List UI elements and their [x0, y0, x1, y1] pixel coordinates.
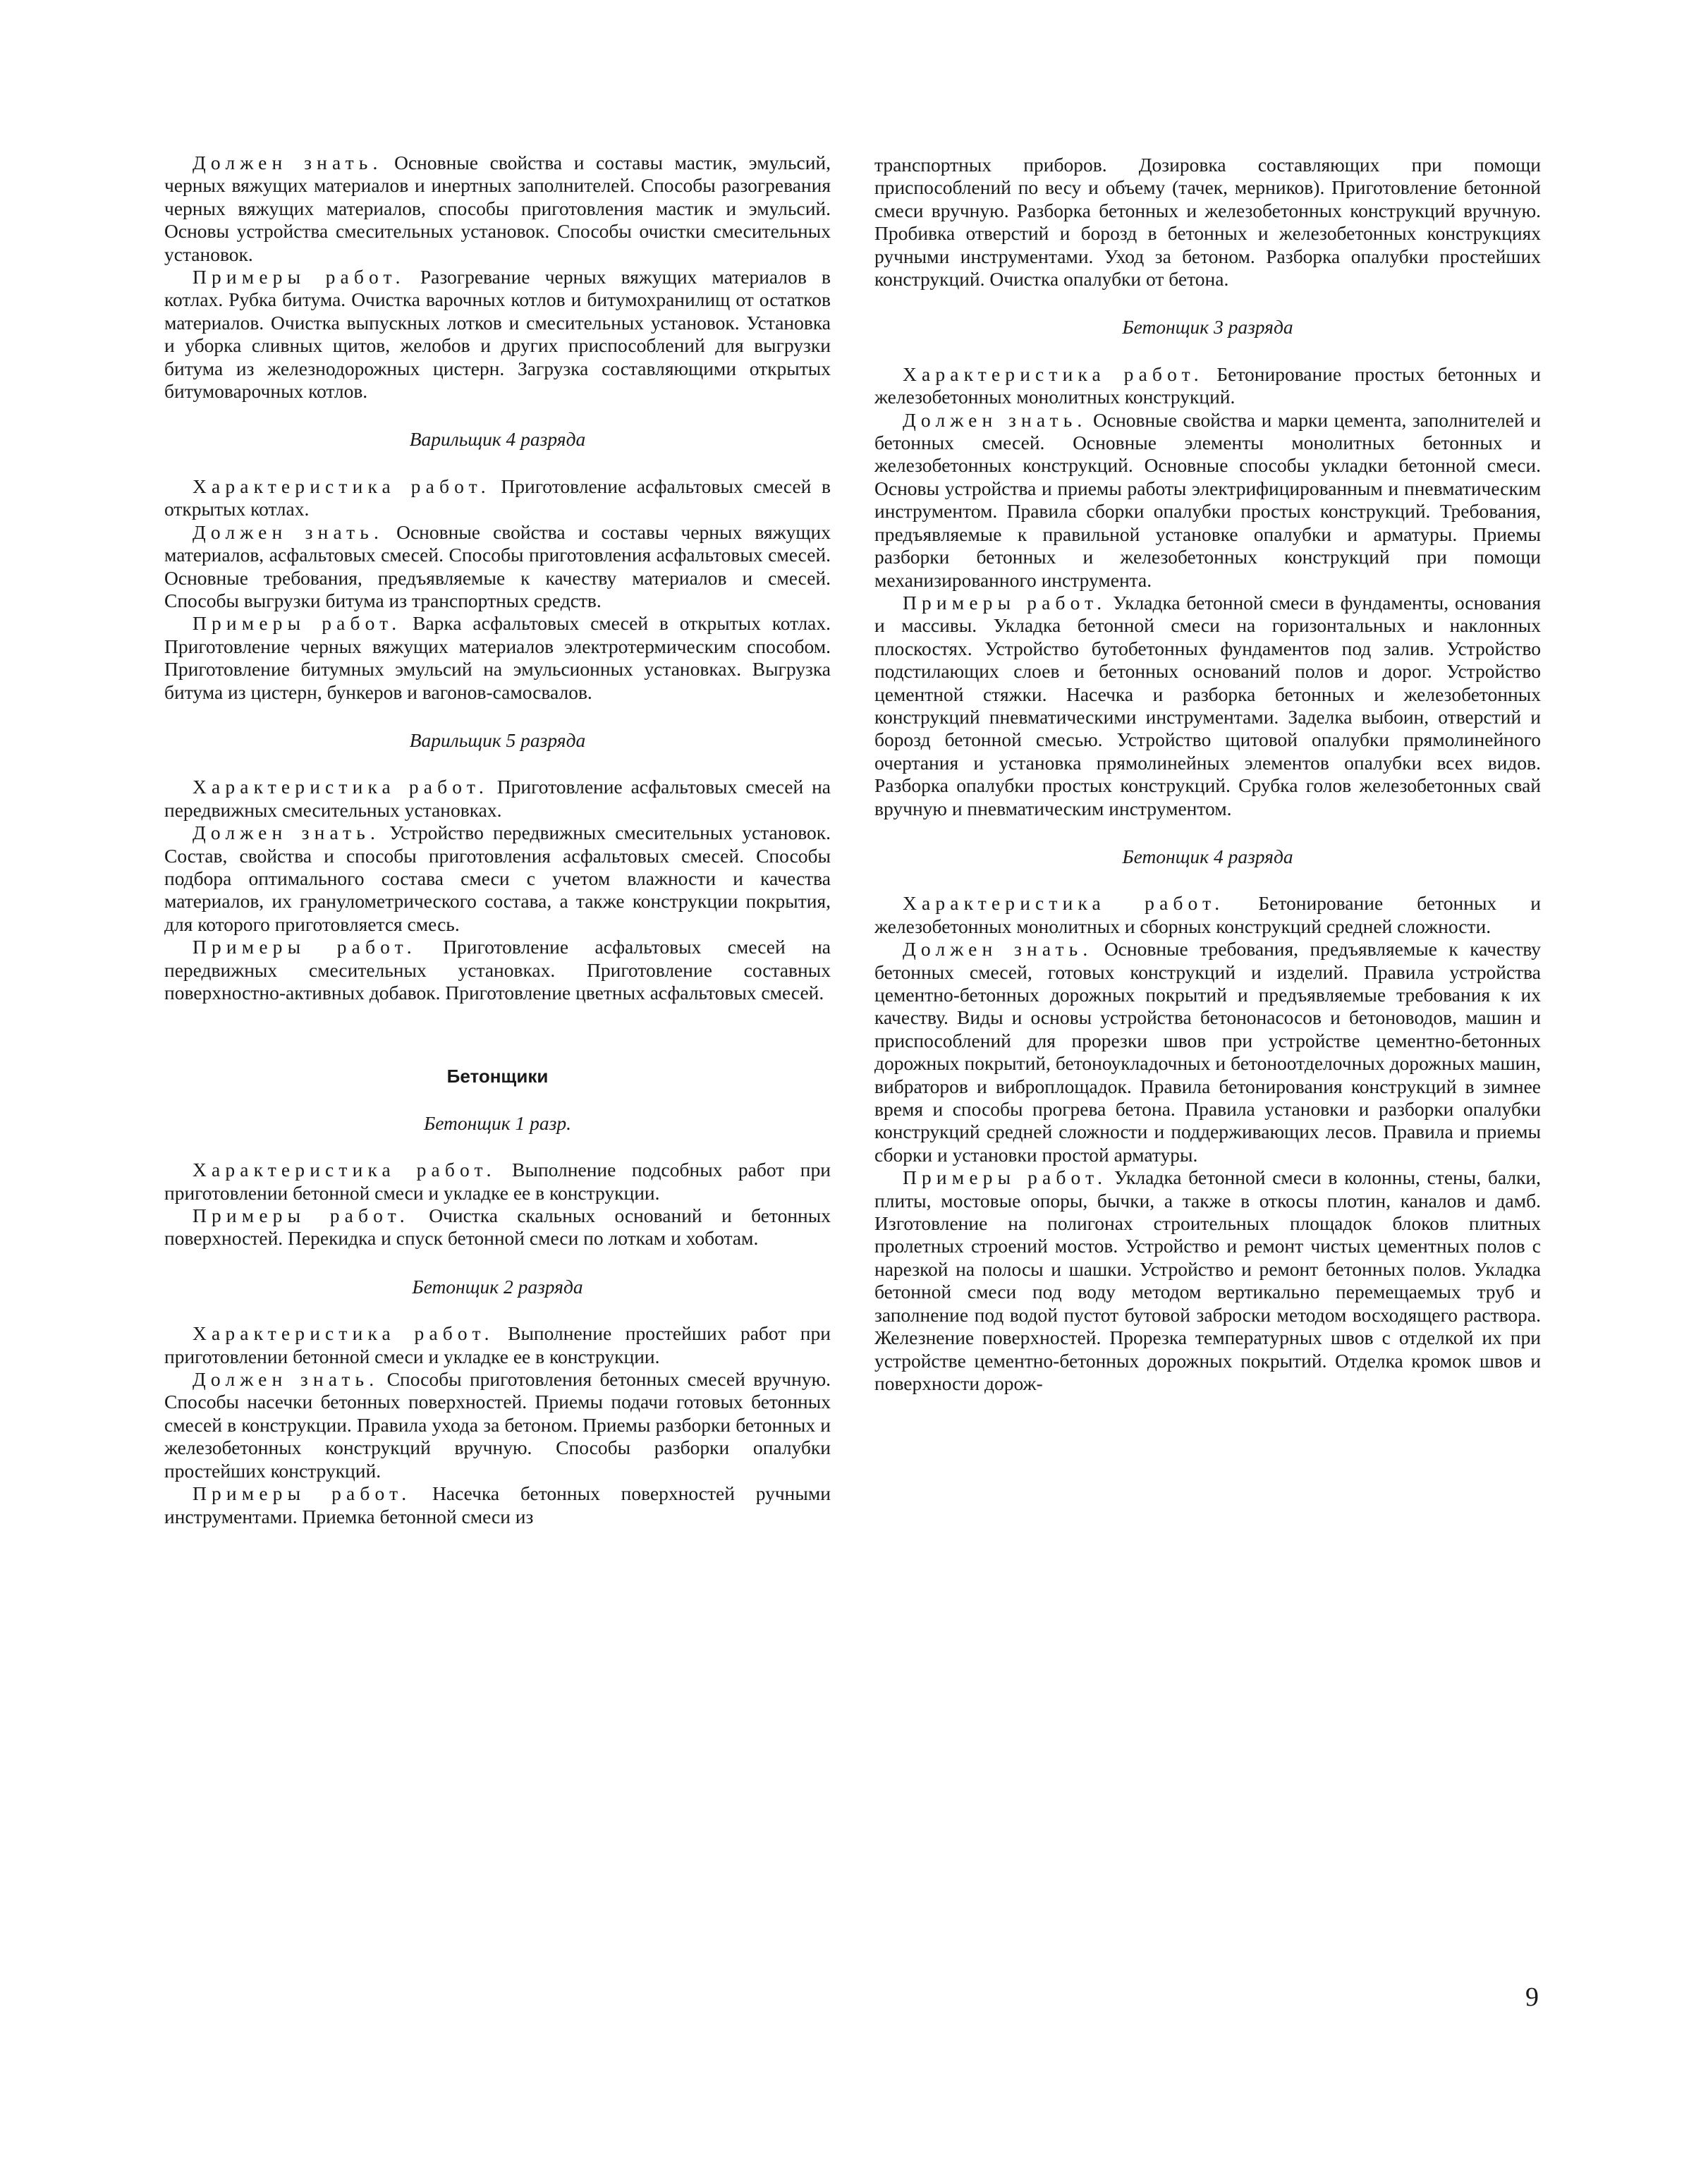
page-number: 9 — [1525, 1982, 1539, 2012]
paragraph-text: Укладка бетонной смеси в фундаменты, основания и массивы. Укладка бетонной смеси на горизонтальных и наклонных плоскостях. Устройство бутобетонных фундаментов под залив. Устройство подстилающих слоев и бетонных оснований полов и дорог. Устройство цементной стяжки. Насечка и разборка бетонных и железобетонных конструкций пневматическими инструментами. Заделка выбоин, отверстий и борозд бетонной смесью. Устройство щитовой опалубки прямолинейного очертания и установка прямолинейных элементов опалубки всех видов. Разборка опалубки простых конструкций. Срубка голов железобетонных свай вручную и пневматическим инструментом. — [874, 591, 1542, 819]
paragraph-lead: Примеры работ. — [193, 936, 417, 958]
paragraph — [164, 822, 831, 936]
paragraph-lead: Должен знать. — [193, 1368, 379, 1391]
paragraph-text: Бетонирование бетонных и железобетонных монолитных и сборных конструкций средней сложности. — [874, 892, 1541, 937]
heading-varilshchik-4: Варильщик 4 разряда — [409, 428, 586, 451]
paragraph — [874, 409, 1541, 592]
paragraph — [164, 1482, 831, 1528]
paragraph-text: Устройство передвижных смесительных установок. Состав, свойства и способы приготовления асфальтовых смесей. Способы подбора оптимального состава смеси с учетом влажности и качества материалов, их гранулометрического состава, а также конструкции покрытия, для которого приготовляется смесь. — [164, 822, 831, 935]
paragraph-text: Укладка бетонной смеси в колонны, стены, балки, плиты, мостовые опоры, бычки, а также в откосы плотин, каналов и дамб. Изготовление на полигонах строительных площадок блоков плитных пролетных строений мостов. Устройство и ремонт чистых цементных полов с нарезкой на полосы и шашки. Устройство и ремонт бетонных полов. Укладка бетонной смеси под воду методом вертикально перемещаемых труб и заполнение под водой пустот бутовой заброски методом восходящего раствора. Железнение поверхностей. Прорезка температурных швов с отделкой их при устройстве цементно-бетонных дорожных покрытий. Отделка кромок швов и поверхности дорож- — [874, 1166, 1541, 1394]
paragraph-lead: Примеры работ. — [193, 612, 402, 635]
paragraph — [164, 266, 831, 403]
paragraph-lead: Характеристика работ. — [903, 362, 1204, 385]
paragraph-lead: Характеристика работ. — [193, 1159, 496, 1181]
paragraph-text: Бетонирование простых бетонных и железобетонных монолитных конструкций. — [874, 362, 1541, 408]
paragraph — [874, 1166, 1541, 1395]
paragraph — [164, 475, 831, 521]
paragraph-lead: Примеры работ. — [193, 266, 405, 288]
paragraph-text: транспортных приборов. Дозировка составляющих при помощи приспособлений по весу и объему (тачек, мерников). Приготовление бетонной смеси вручную. Разборка бетонных и железобетонных конструкций вручную. Пробивка отверстий и борозд в бетонных и железобетонных конструкциях ручными инструментами. Уход за бетоном. Разборка опалубки простейших конструкций. Очистка опалубки от бетона. — [874, 154, 1541, 291]
paragraph-text: Приготовление асфальтовых смесей в открытых котлах. — [164, 475, 831, 520]
paragraph-text: Основные свойства и составы мастик, эмульсий, черных вяжущих материалов и инертных заполнителей. Способы разогревания черных вяжущих материалов, способы приготовления мастик и эмульсий. Основы устройства смесительных установок. Способы очистки смесительных установок. — [164, 152, 831, 265]
heading-betonshchik-4: Бетонщик 4 разряда — [1122, 845, 1293, 867]
paragraph-lead: Примеры работ. — [193, 1482, 412, 1505]
paragraph — [164, 1159, 831, 1205]
paragraph-text: Основные свойства и марки цемента, заполнителей и бетонных смесей. Основные элементы монолитных бетонных и железобетонных конструкций. Основные способы укладки бетонной смеси. Основы устройства и приемы работы электрифицированным и пневматическим инструментом. Правила сборки опалубки простых конструкций. Требования, предъявляемые к правильной установке опалубки и арматуры. Приемы разборки бетонных и железобетонных конструкций при помощи механизированного инструмента. — [874, 408, 1541, 591]
paragraph-lead: Должен знать. — [903, 938, 1093, 960]
paragraph-text: Выполнение простейших работ при приготовлении бетонной смеси и укладке ее в конструкции. — [164, 1322, 831, 1367]
paragraph-text: Основные требования, предъявляемые к качеству бетонных смесей, готовых конструкций и изделий. Правила устройства цементно-бетонных дорожных покрытий и предъявляемые требования к их качеству. Виды и основы устройства бетононасосов и бетоноводов, машин и приспособлений для прорезки швов при устройстве цементно-бетонных дорожных покрытий, бетоноукладочных и бетоноотделочных дорожных машин, вибраторов и виброплощадок. Правила бетонирования конструкций в зимнее время и способы прогрева бетона. Правила установки и разборки опалубки конструкций средней сложности и поддерживающих лесов. Правила и приемы сборки и установки простой арматуры. — [874, 938, 1542, 1166]
paragraph-lead: Должен знать. — [193, 520, 384, 543]
paragraph-text: Основные свойства и составы черных вяжущих материалов, асфальтовых смесей. Способы приготовления асфальтовых смесей. Основные требования, предъявляемые к качеству материалов и смесей. Способы выгрузки битума из транспортных средств. — [164, 520, 831, 611]
section-heading-betonshchiki: Бетонщики — [446, 1066, 549, 1087]
paragraph-continued — [874, 154, 1541, 291]
paragraph — [164, 776, 831, 822]
paragraph-lead: Должен знать. — [193, 822, 381, 844]
heading-betonshchik-1: Бетонщик 1 разр. — [423, 1111, 572, 1134]
paragraph-text: Выполнение подсобных работ при приготовлении бетонной смеси и укладке ее в конструкции. — [164, 1159, 831, 1204]
paragraph-text: Варка асфальтовых смесей в открытых котлах. Приготовление черных вяжущих материалов электротермическим способом. Приготовление битумных эмульсий на эмульсионных установках. Выгрузка битума из цистерн, бункеров и вагонов-самосвалов. — [164, 612, 831, 703]
paragraph-text: Приготовление асфальтовых смесей на передвижных смесительных установках. — [164, 776, 831, 821]
paragraph — [874, 363, 1541, 409]
paragraph-text: Приготовление асфальтовых смесей на передвижных смесительных установках. Приготовление составных поверхностно-активных добавок. Приготовление цветных асфальтовых смесей. — [164, 936, 831, 1004]
heading-varilshchik-5: Варильщик 5 разряда — [409, 728, 586, 751]
paragraph-text: Разогревание черных вяжущих материалов в котлах. Рубка битума. Очистка варочных котлов и битумохранилищ от остатков материалов. Очистка выпускных лотков и смесительных установок. Установка и уборка сливных щитов, желобов и других приспособлений для выгрузки битума из железнодорожных цистерн. Загрузка составляющими открытых битумоварочных котлов. — [164, 266, 831, 403]
paragraph-lead: Должен знать. — [903, 408, 1087, 431]
paragraph — [164, 1322, 831, 1368]
paragraph-lead: Характеристика работ. — [193, 475, 491, 497]
paragraph-lead: Примеры работ. — [903, 1166, 1108, 1189]
paragraph — [164, 1368, 831, 1482]
paragraph-lead: Должен знать. — [193, 152, 383, 173]
paragraph — [164, 936, 831, 1004]
paragraph-lead: Характеристика работ. — [193, 1322, 494, 1345]
paragraph — [874, 892, 1541, 938]
paragraph-lead: Характеристика работ. — [193, 776, 489, 798]
paragraph — [874, 592, 1541, 820]
paragraph-lead: Характеристика работ. — [903, 892, 1225, 915]
paragraph-text: Очистка скальных оснований и бетонных поверхностей. Перекидка и спуск бетонной смеси по лоткам и хоботам. — [164, 1205, 831, 1250]
heading-betonshchik-2: Бетонщик 2 разряда — [412, 1275, 583, 1298]
paragraph-lead: Примеры работ. — [903, 591, 1107, 614]
paragraph-text: Насечка бетонных поверхностей ручными инструментами. Приемка бетонной смеси из — [164, 1482, 831, 1527]
paragraph — [874, 938, 1541, 1166]
paragraph-lead: Примеры работ. — [193, 1205, 410, 1227]
heading-betonshchik-3: Бетонщик 3 разряда — [1122, 316, 1293, 339]
paragraph-text: Способы приготовления бетонных смесей вручную. Способы насечки бетонных поверхностей. Приемы подачи готовых бетонных смесей в конструкции. Правила ухода за бетоном. Приемы разборки бетонных и железобетонных конструкций вручную. Способы разборки опалубки простейших конструкций. — [164, 1368, 831, 1482]
paragraph — [164, 1205, 831, 1250]
paragraph — [164, 612, 831, 704]
paragraph — [164, 521, 831, 613]
left-column — [164, 152, 831, 1528]
right-column — [874, 154, 1541, 1395]
paragraph — [164, 152, 831, 266]
